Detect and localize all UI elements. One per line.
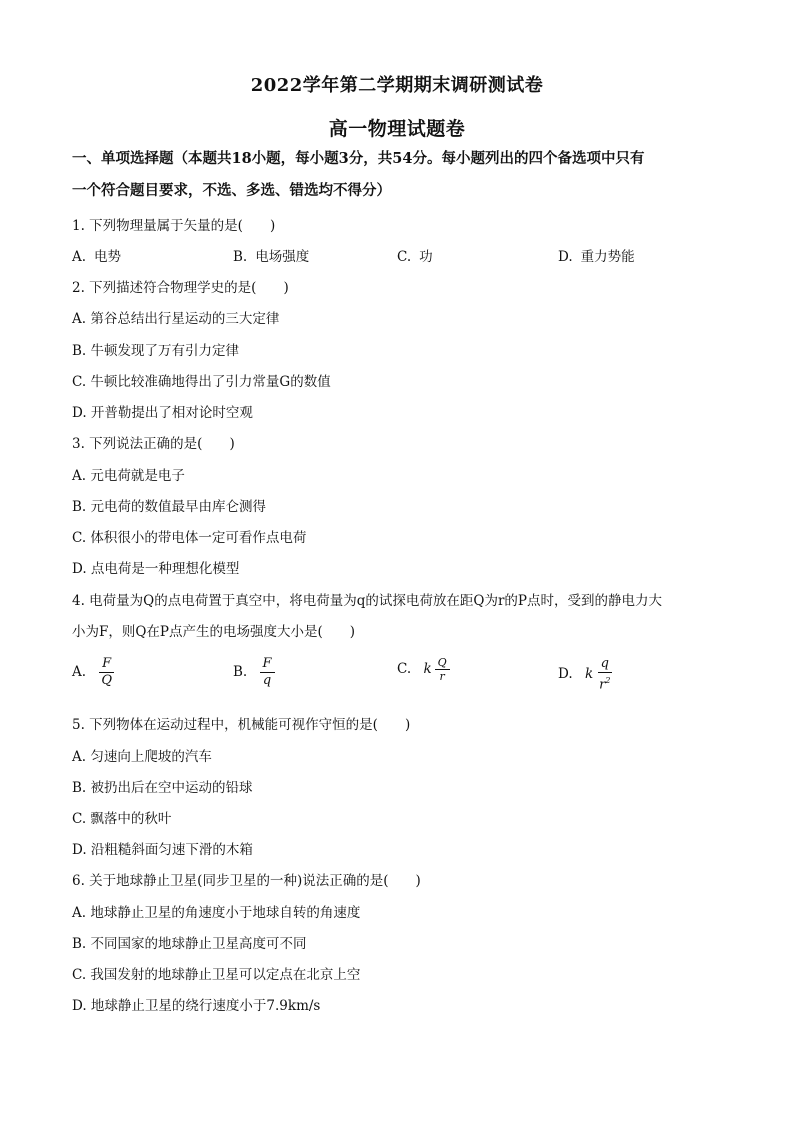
option-label: C. [397,249,412,265]
section-heading-line1: 一、单项选择题（本题共18小题，每小题3分，共54分。每小题列出的四个备选项中只有 [72,150,645,167]
section-heading-line2: 一个符合题目要求，不选、多选、错选均不得分） [72,182,391,199]
fraction-denominator: Q [101,673,113,688]
exam-subtitle: 高一物理试题卷 [328,118,466,140]
fraction [596,656,613,693]
question-1-options [72,245,732,275]
denominator-exponent: 2 [605,676,611,685]
fraction [260,656,275,689]
fraction-denominator: q [262,673,272,688]
question-4-stem-line1: 4. 电荷量为Q的点电荷置于真空中，将电荷量为q的试探电荷放在距Q为r的P点时，受到的静电力大 [72,593,662,609]
fraction-numerator: q [598,656,612,673]
question-6-stem: 6. 关于地球静止卫星(同步卫星的一种)说法正确的是( ) [72,873,421,889]
question-4-stem-line2: 小为F，则Q在P点产生的电场强度大小是( ) [72,624,356,640]
constant-k: k [423,661,432,677]
q4-option-b [233,656,275,689]
fraction-denominator: r [439,670,445,683]
q2-option-d: D. 开普勒提出了相对论时空观 [72,405,253,421]
q6-option-b: B. 不同国家的地球静止卫星高度可不同 [72,936,307,952]
q3-option-a: A. 元电荷就是电子 [72,468,185,484]
fraction-numerator: F [260,656,275,673]
option-label: D. [558,666,573,683]
q2-option-a: A. 第谷总结出行星运动的三大定律 [72,311,280,327]
question-4-options [72,656,732,696]
q5-option-b: B. 被扔出后在空中运动的铅球 [72,780,253,796]
q4-option-c [397,656,450,683]
q3-option-b: B. 元电荷的数值最早由库仑测得 [72,499,267,515]
option-text: 功 [419,249,433,265]
q2-option-c: C. 牛顿比较准确地得出了引力常量G的数值 [72,374,331,390]
q3-option-d: D. 点电荷是一种理想化模型 [72,561,240,577]
q1-option-d [558,245,635,265]
denominator-base: r [599,677,606,693]
q6-option-d: D. 地球静止卫星的绕行速度小于7.9km/s [72,998,321,1014]
q6-option-a: A. 地球静止卫星的角速度小于地球自转的角速度 [72,905,361,921]
q1-option-b [233,245,309,265]
question-2-stem: 2. 下列描述符合物理学史的是( ) [72,280,289,296]
option-text: 重力势能 [580,249,635,265]
option-label: D. [558,249,573,265]
constant-k: k [584,666,594,683]
option-label: B. [233,249,248,265]
q1-option-a [72,245,121,265]
option-label: B. [233,664,248,680]
q1-option-c [397,245,433,265]
option-label: A. [72,664,87,680]
q5-option-a: A. 匀速向上爬坡的汽车 [72,749,212,765]
option-label: C. [397,661,412,677]
q3-option-c: C. 体积很小的带电体一定可看作点电荷 [72,530,307,546]
q5-option-d: D. 沿粗糙斜面匀速下滑的木箱 [72,842,253,858]
fraction [98,656,115,689]
option-text: 电势 [94,249,122,265]
fraction-numerator: Q [435,656,450,670]
q2-option-b: B. 牛顿发现了万有引力定律 [72,343,240,359]
q4-option-d [558,656,613,693]
option-text: 电场强度 [255,249,310,265]
option-label: A. [72,249,87,265]
exam-title: 2022学年第二学期期末调研测试卷 [250,75,544,96]
question-3-stem: 3. 下列说法正确的是( ) [72,436,235,452]
q4-option-a [72,656,115,689]
fraction-numerator: F [99,656,114,673]
question-5-stem: 5. 下列物体在运动过程中，机械能可视作守恒的是( ) [72,717,411,733]
q5-option-c: C. 飘落中的秋叶 [72,811,172,827]
fraction [435,656,450,683]
q6-option-c: C. 我国发射的地球静止卫星可以定点在北京上空 [72,967,361,983]
fraction-denominator [596,673,613,693]
question-1-stem: 1. 下列物理量属于矢量的是( ) [72,218,276,234]
